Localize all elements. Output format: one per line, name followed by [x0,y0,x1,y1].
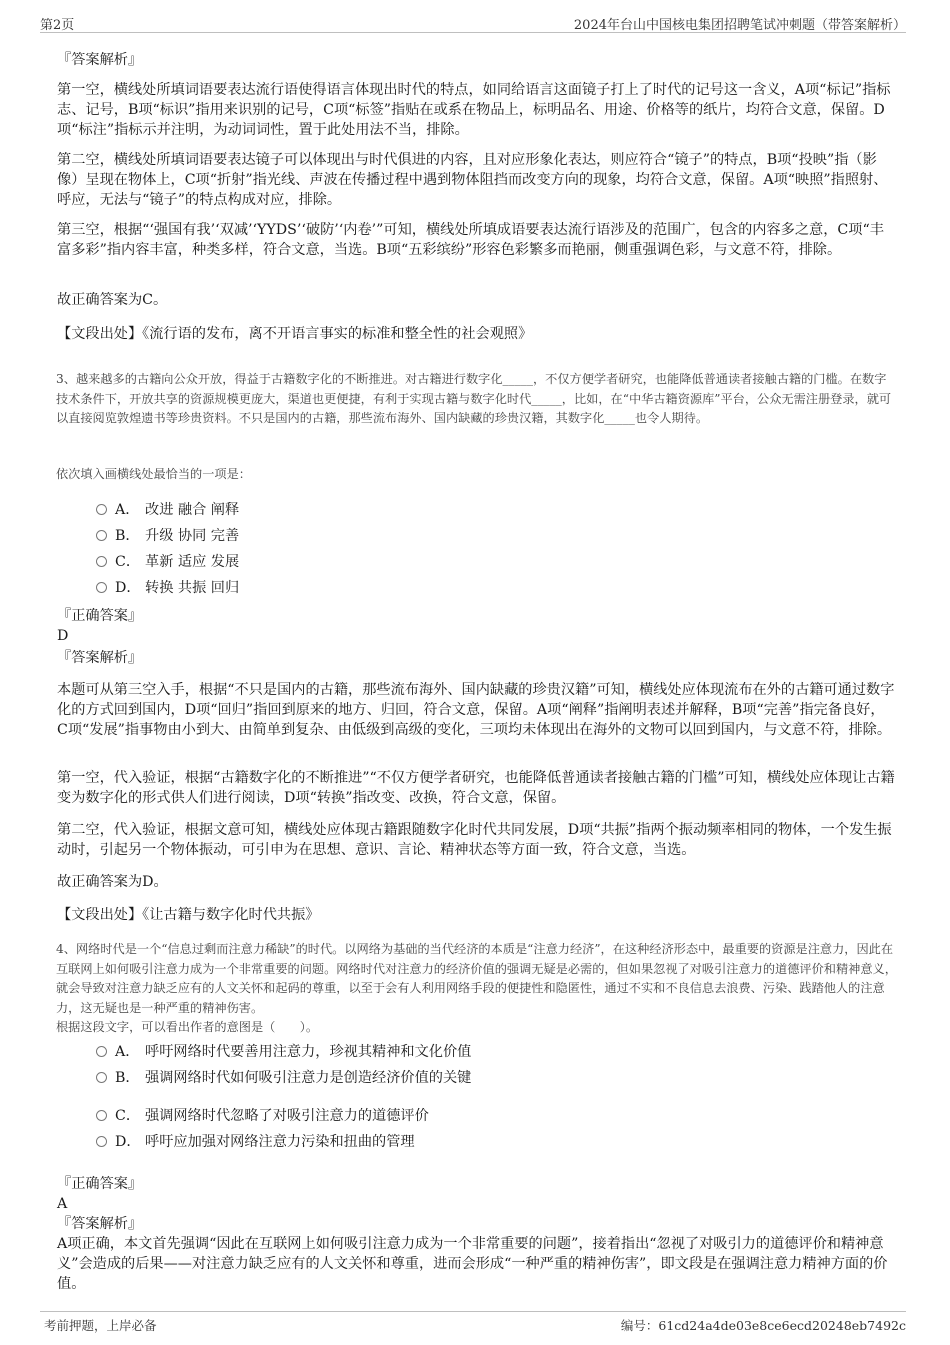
option-label: B． [115,528,140,544]
option-label: D． [115,1134,141,1150]
q3-option-b[interactable] [96,526,239,546]
page-footer [40,1311,906,1336]
q4-prompt: 根据这段文字，可以看出作者的意图是（ ）。 [56,1020,319,1034]
option-label: D． [115,580,141,596]
q3-stem: 3、越来越多的古籍向公众开放，得益于古籍数字化的不断推进。对古籍进行数字化_____，不仅方便学者研究，也能降低普通读者接触古籍的门槛。在数字技术条件下，开放共享的资源规模更庞大，渠道也更便捷，有利于实现古籍与数字化时代_____，比如，在“中华古籍资源库”平台，公众无需注册登录，就可以直接阅览敦煌遗书等珍贵资料。不只是国内的古籍，那些流布海外、国内缺藏的珍贵汉籍，其数字化_____也令人期待。 [56,372,892,425]
radio-icon[interactable] [96,1046,107,1057]
q3-option-a[interactable] [96,500,239,520]
q3-prompt: 依次填入画横线处最恰当的一项是： [56,467,251,481]
q3-correct-answer: D [57,628,69,644]
radio-icon[interactable] [96,1072,107,1083]
option-text: 升级 协同 完善 [145,528,240,544]
page-header [40,10,906,33]
document-title: 2024年台山中国核电集团招聘笔试冲刺题（带答案解析） [573,18,906,33]
q2-analysis-label: 『答案解析』 [57,52,143,68]
radio-icon[interactable] [96,530,107,541]
q4-option-d[interactable] [96,1132,415,1152]
q4-analysis: A项正确，本文首先强调“因此在互联网上如何吸引注意力成为一个非常重要的问题”，接着指出“忽视了对吸引力的道德评价和精神意义”会造成的后果——对注意力缺乏应有的人文关怀和尊重，进而会形成“一种严重的精神伤害”，即文段是在强调注意力精神方面的价值。 [57,1236,888,1292]
option-label: A． [115,502,140,518]
option-label: C． [115,1108,141,1124]
q3-analysis-paragraph-1: 本题可从第三空入手，根据“不只是国内的古籍，那些流布海外、国内缺藏的珍贵汉籍”可知，横线处应体现流布在外的古籍可通过数字化的方式回到国内，D项“回归”指回到原来的地方、归回，符合文意，保留。A项“阐释”指阐明表述并解释，B项“完善”指完备良好，C项“发展”指事物由小到大、由简单到复杂、由低级到高级的变化，三项均未体现出在海外的文物可以回到国内，与文意不符，排除。 [57,682,895,738]
q3-option-c[interactable] [96,552,239,572]
option-text: 呼吁网络时代要善用注意力，珍视其精神和文化价值 [145,1044,472,1060]
option-text: 革新 适应 发展 [145,554,240,570]
footer-slogan: 考前押题，上岸必备 [44,1318,157,1333]
q4-correct-label: 『正确答案』 [57,1176,143,1192]
q4-option-a[interactable] [96,1042,471,1062]
q3-option-d[interactable] [96,578,239,598]
q2-analysis-paragraph-1: 第一空，横线处所填词语要表达流行语使得语言体现出时代的特点，如同给语言这面镜子打上了时代的记号这一含义，A项“标记”指标志、记号，B项“标识”指用来识别的记号，C项“标签”指贴在或系在物品上，标明品名、用途、价格等的纸片，均符合文意，保留。D项“标注”指标示并注明，为动词词性，置于此处用法不当，排除。 [57,82,891,138]
q2-analysis-paragraph-2: 第二空，横线处所填词语要表达镜子可以体现出与时代俱进的内容，且对应形象化表达，则应符合“镜子”的特点，B项“投映”指（影像）呈现在物体上，C项“折射”指光线、声波在传播过程中遇到物体阻挡而改变方向的现象，均符合文意，保留。A项“映照”指照射、呼应，无法与“镜子”的特点构成对应，排除。 [57,152,888,208]
radio-icon[interactable] [96,1136,107,1147]
option-text: 强调网络时代如何吸引注意力是创造经济价值的关键 [145,1070,472,1086]
option-text: 转换 共振 回归 [145,580,240,596]
radio-icon[interactable] [96,582,107,593]
option-label: A． [115,1044,140,1060]
q2-conclusion: 故正确答案为C。 [57,292,168,308]
option-label: C． [115,554,141,570]
q3-source: 【文段出处】《让古籍与数字化时代共振》 [57,907,320,923]
q3-analysis-paragraph-2: 第一空，代入验证，根据“古籍数字化的不断推进”“不仅方便学者研究，也能降低普通读者接触古籍的门槛”可知，横线处应体现让古籍变为数字化的形式供人们进行阅读，D项“转换”指改变、改换，符合文意，保留。 [57,770,895,806]
q4-correct-answer: A [57,1196,68,1212]
radio-icon[interactable] [96,1110,107,1121]
q2-analysis-paragraph-3: 第三空，根据“‘强国有我’‘双减’‘YYDS’‘破防’‘内卷’”可知，横线处所填成语要表达流行语涉及的范围广，包含的内容多之意，C项“丰富多彩”指内容丰富，种类多样，符合文意，当选。B项“五彩缤纷”形容色彩繁多而艳丽，侧重强调色彩，与文意不符，排除。 [57,222,884,258]
q4-option-b[interactable] [96,1068,471,1088]
q2-source: 【文段出处】《流行语的发布，离不开语言事实的标准和整全性的社会观照》 [57,326,533,342]
option-text: 强调网络时代忽略了对吸引注意力的道德评价 [145,1108,429,1124]
option-label: B． [115,1070,140,1086]
q4-analysis-label: 『答案解析』 [57,1216,143,1232]
q3-correct-label: 『正确答案』 [57,608,143,624]
page-number: 第2页 [40,18,75,33]
radio-icon[interactable] [96,504,107,515]
q4-stem: 4、网络时代是一个“信息过剩而注意力稀缺”的时代。以网络为基础的当代经济的本质是“注意力经济”，在这种经济形态中，最重要的资源是注意力，因此在互联网上如何吸引注意力成为一个非常重要的问题。网络时代对注意力的经济价值的强调无疑是必需的，但如果忽视了对吸引注意力的道德评价和精神意义，就会导致对注意力缺乏应有的人文关怀和起码的尊重，以至于会有人利用网络手段的便捷性和隐匿性，通过不实和不良信息去浪费、污染、践踏他人的注意力，这无疑也是一种严重的精神伤害。 [56,942,897,1015]
q3-analysis-label: 『答案解析』 [57,650,143,666]
document-code: 编号：61cd24a4de03e8ce6ecd20248eb7492c [620,1318,906,1333]
q4-option-c[interactable] [96,1106,429,1126]
option-text: 改进 融合 阐释 [145,502,240,518]
option-text: 呼吁应加强对网络注意力污染和扭曲的管理 [145,1134,415,1150]
q3-analysis-paragraph-3: 第二空，代入验证，根据文意可知，横线处应体现古籍跟随数字化时代共同发展，D项“共振”指两个振动频率相同的物体，一个发生振动时，引起另一个物体振动，可引申为在思想、意识、言论、精神状态等方面一致，符合文意，当选。 [57,822,892,858]
radio-icon[interactable] [96,556,107,567]
q3-conclusion: 故正确答案为D。 [57,874,168,890]
